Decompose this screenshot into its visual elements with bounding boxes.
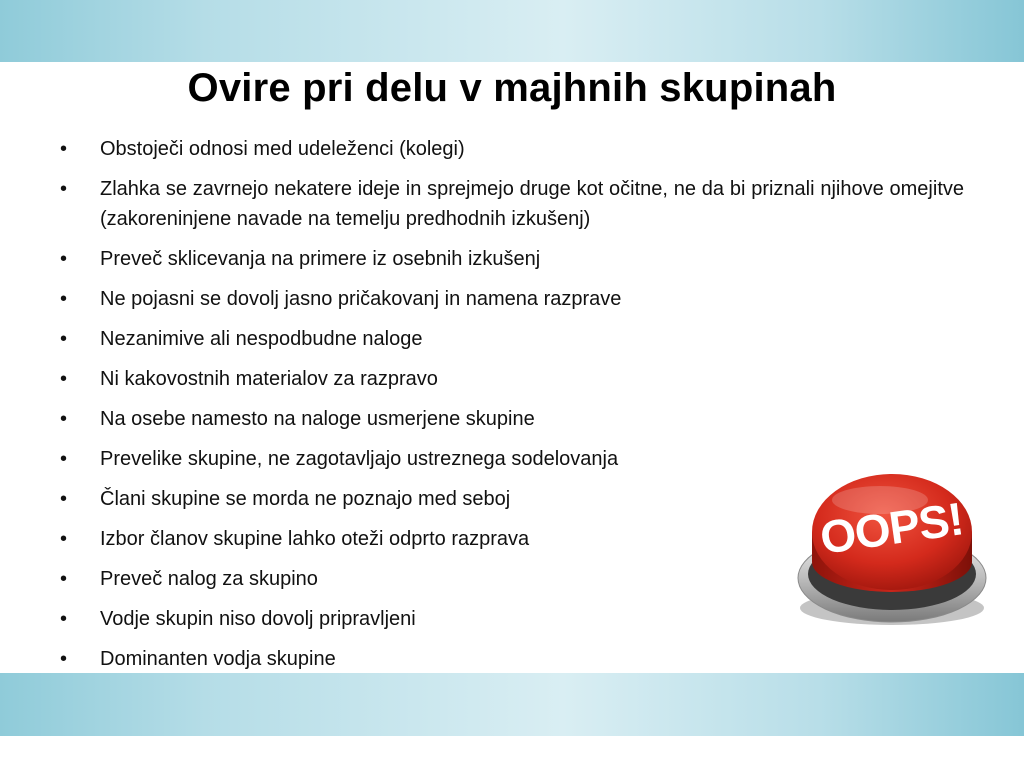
bullet-item xyxy=(60,644,964,674)
top-decorative-band xyxy=(0,0,1024,62)
bullet-text: Preveč sklicevanja na primere iz osebnih izkušenj xyxy=(100,248,541,270)
oops-button-graphic xyxy=(794,458,990,628)
bullet-text: Zlahka se zavrnejo nekatere ideje in sprejmejo druge kot očitne, ne da bi priznali njihove omejitve (zakoreninjene navade na temelju predhodnih izkušenj) xyxy=(100,178,964,230)
bullet-dot: • xyxy=(60,408,68,430)
slide-title: Ovire pri delu v majhnih skupinah xyxy=(187,66,837,110)
bullet-list xyxy=(60,134,964,724)
bullet-item xyxy=(60,174,964,234)
bullet-text: Preveč nalog za skupino xyxy=(100,568,318,590)
bullet-text: Vodje skupin niso dovolj pripravljeni xyxy=(100,608,416,630)
bullet-text: Dominanten vodja skupine xyxy=(100,648,336,670)
bullet-dot: • xyxy=(60,528,68,550)
bullet-dot: • xyxy=(60,448,68,470)
bottom-decorative-band xyxy=(0,673,1024,736)
bullet-dot: • xyxy=(60,248,68,270)
bullet-text: Na osebe namesto na naloge usmerjene skupine xyxy=(100,408,535,430)
bullet-dot: • xyxy=(60,568,68,590)
bullet-text: Prevelike skupine, ne zagotavljajo ustreznega sodelovanja xyxy=(100,448,619,470)
bullet-item xyxy=(60,404,964,434)
bullet-dot: • xyxy=(60,138,68,160)
button-text: OOPS! xyxy=(816,492,966,564)
bullet-item xyxy=(60,284,964,314)
bullet-dot: • xyxy=(60,178,68,200)
bullet-item xyxy=(60,324,964,354)
bullet-dot: • xyxy=(60,328,68,350)
bullet-dot: • xyxy=(60,488,68,510)
bullet-dot: • xyxy=(60,608,68,630)
bullet-text: Nezanimive ali nespodbudne naloge xyxy=(100,328,423,350)
bullet-dot: • xyxy=(60,648,68,670)
bullet-text: Obstoječi odnosi med udeleženci (kolegi) xyxy=(100,138,465,160)
bullet-text: Člani skupine se morda ne poznajo med seboj xyxy=(100,488,511,510)
bullet-item xyxy=(60,244,964,274)
bullet-item xyxy=(60,364,964,394)
bullet-text: Ne pojasni se dovolj jasno pričakovanj in namena razprave xyxy=(100,288,622,310)
bullet-text: Ni kakovostnih materialov za razpravo xyxy=(100,368,438,390)
bullet-text: Izbor članov skupine lahko oteži odprto razprava xyxy=(100,528,530,550)
oops-button-icon xyxy=(794,458,990,628)
bullet-item xyxy=(60,134,964,164)
bullet-dot: • xyxy=(60,288,68,310)
bullet-dot: • xyxy=(60,368,68,390)
